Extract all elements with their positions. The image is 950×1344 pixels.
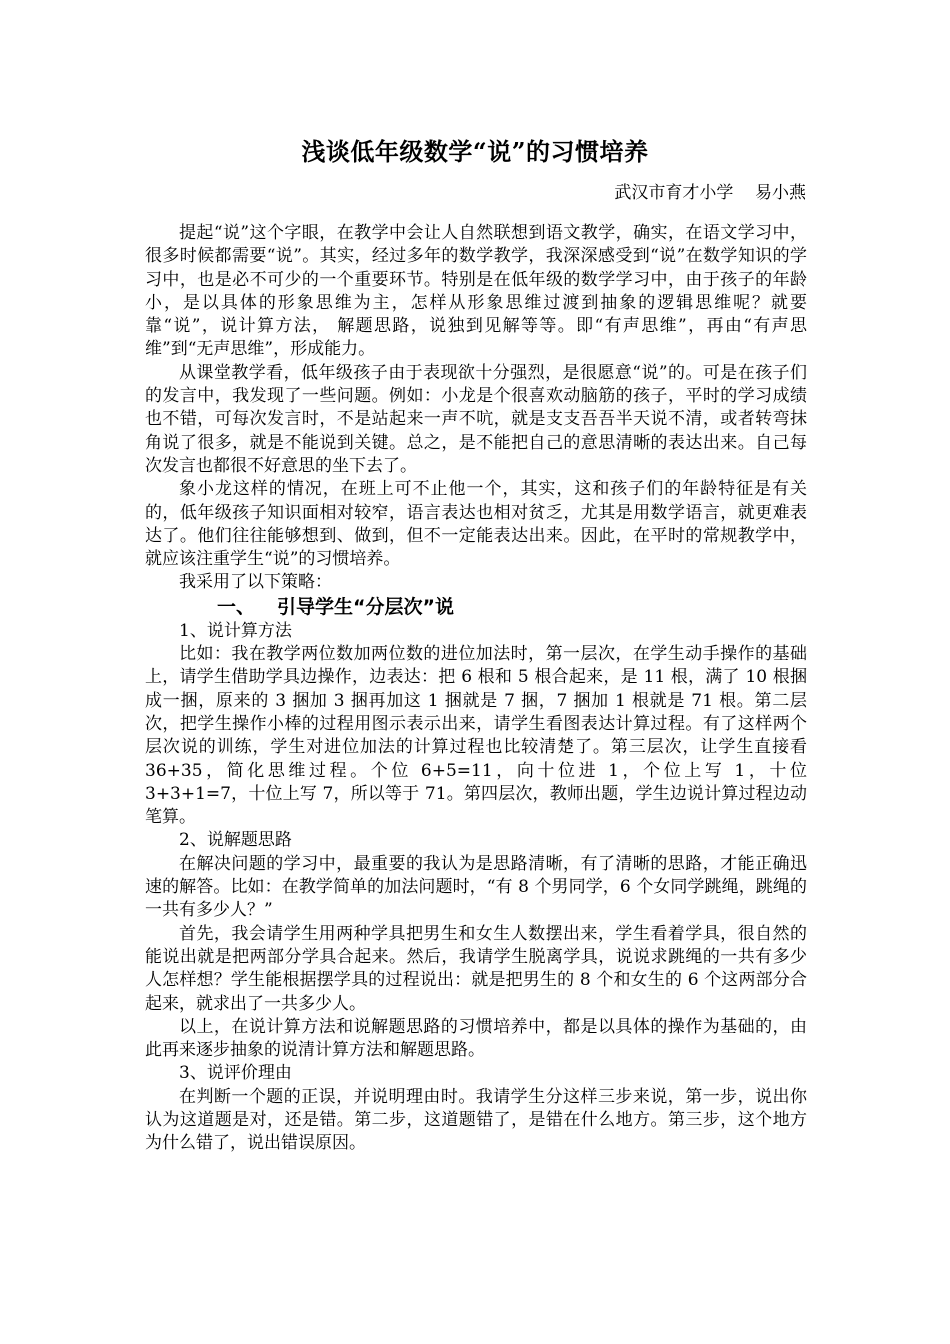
paragraph-problem-solving: 在解决问题的学习中，最重要的我认为是思路清晰，有了清晰的思路，才能正确迅速的解答。比如：在教学简单的加法问题时，“有 8 个男同学，6 个女同学跳绳，跳绳的一共有多少人？” — [145, 853, 807, 921]
subheading-calculation: 1、说计算方法 — [179, 620, 292, 641]
author-line: 武汉市育才小学 易小燕 — [614, 183, 806, 203]
paragraph-calculation: 比如：我在教学两位数加两位数的进位加法时，第一层次，在学生动手操作的基础上，请学生借助学具边操作，边表达：把 6 根和 5 根合起来，是 11 根，满了 10 根捆成一捆，原来的 3 捆加 3 捆再加这 1 捆就是 7 捆，7 捆加 1 根就是 71 根。第二层次，把学生操作小棒的过程用图示表示出来，请学生看图表达计算过程。有了这样两个层次说的训练，学生对进位加法的计算过程也比较清楚了。第三层次，让学生直接看 36+35，简化思维过程。个位 6+5=11，向十位进 1，个位上写 1，十位 3+3+1=7，十位上写 7，所以等于 71。第四层次，教师出题，学生边说计算过程边动笔算。 — [145, 644, 807, 828]
section-heading-text: 引导学生“分层次”说 — [277, 595, 454, 618]
section-heading-number: 一、 — [217, 595, 256, 618]
subheading-evaluation: 3、说评价理由 — [179, 1063, 292, 1084]
subheading-problem-solving: 2、说解题思路 — [179, 830, 292, 851]
paragraph-strategy-intro: 我采用了以下策略： — [179, 572, 332, 593]
paragraph-observation: 从课堂教学看，低年级孩子由于表现欲十分强烈，是很愿意“说”的。可是在孩子们的发言中，我发现了一些问题。例如：小龙是个很喜欢动脑筋的孩子，平时的学习成绩也不错，可每次发言时，不是站起来一声不吭，就是支支吾吾半天说不清，或者转弯抹角说了很多，就是不能说到关键。总之，是不能把自己的意思清晰的表达出来。自己每次发言也都很不好意思的坐下去了。 — [145, 362, 807, 476]
paragraph-intro: 提起“说”这个字眼，在教学中会让人自然联想到语文教学，确实，在语文学习中，很多时候都需要“说”。其实，经过多年的数学教学，我深深感受到“说”在数学知识的学习中，也是必不可少的一个重要环节。特别是在低年级的数学学习中，由于孩子的年龄小，是以具体的形象思维为主，怎样从形象思维过渡到抽象的逻辑思维呢？就要靠“说”，说计算方法， 解题思路，说独到见解等等。即“有声思维”，再由“有声思维”到“无声思维”，形成能力。 — [145, 223, 807, 360]
document-title: 浅谈低年级数学“说”的习惯培养 — [301, 137, 649, 166]
paragraph-analysis: 象小龙这样的情况，在班上可不止他一个，其实，这和孩子们的年龄特征是有关的，低年级孩子知识面相对较窄，语言表达也相对贫乏，尤其是用数学语言，就更难表达了。他们往往能够想到、做到，但不一定能表达出来。因此，在平时的常规教学中，就应该注重学生“说”的习惯培养。 — [145, 479, 807, 570]
paragraph-summary: 以上，在说计算方法和说解题思路的习惯培养中，都是以具体的操作为基础的，由此再来逐步抽象的说清计算方法和解题思路。 — [145, 1016, 807, 1061]
paragraph-manipulatives: 首先，我会请学生用两种学具把男生和女生人数摆出来，学生看着学具，很自然的能说出就是把两部分学具合起来。然后，我请学生脱离学具，说说求跳绳的一共有多少人怎样想？学生能根据摆学具的过程说出：就是把男生的 8 个和女生的 6 个这两部分合起来，就求出了一共多少人。 — [145, 923, 807, 1014]
document-body — [145, 222, 807, 1156]
section-heading-1 — [145, 595, 807, 620]
paragraph-evaluation: 在判断一个题的正误，并说明理由时。我请学生分这样三步来说，第一步，说出你认为这道题是对，还是错。第二步，这道题错了，是错在什么地方。第三步，这个地方为什么错了，说出错误原因。 — [145, 1086, 807, 1154]
